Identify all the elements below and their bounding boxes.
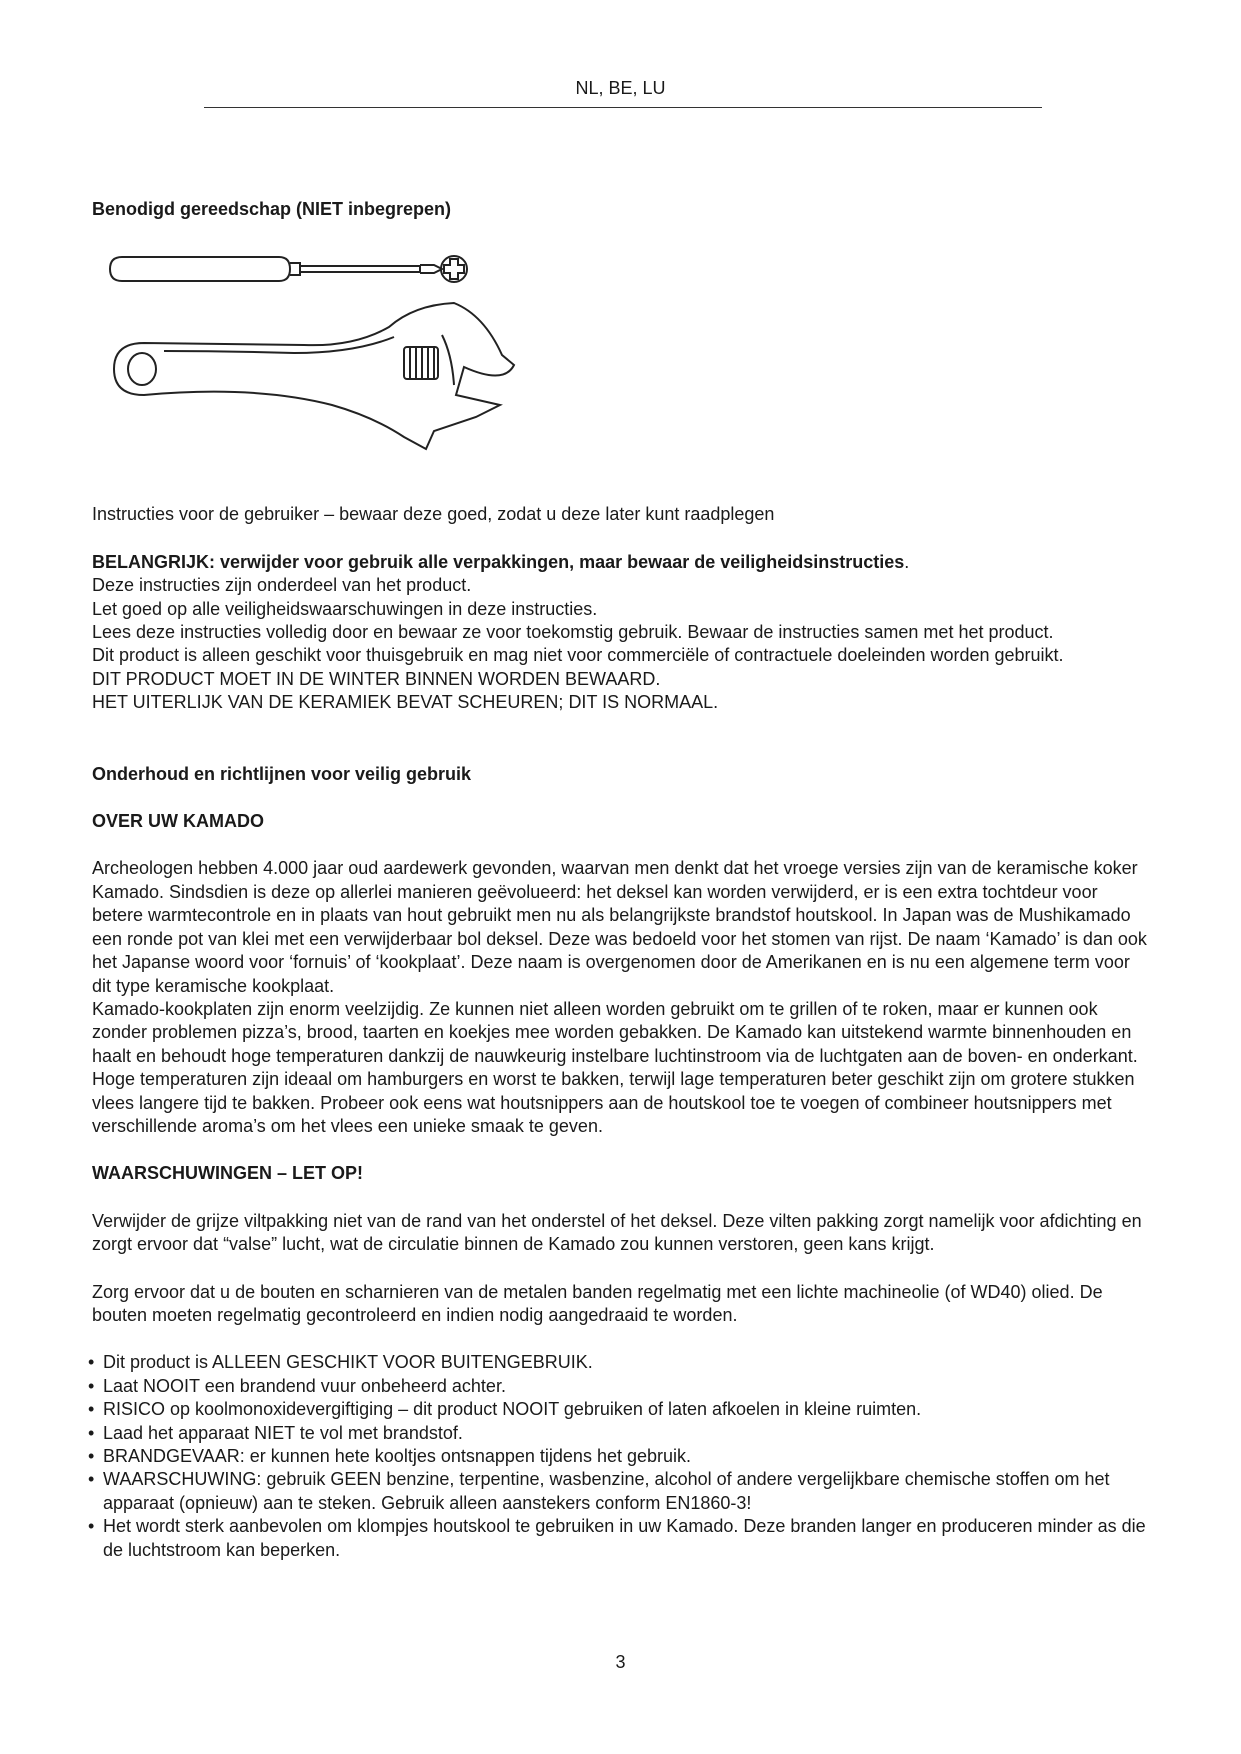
about-kamado-text-2: Kamado-kookplaten zijn enorm veelzijdig. Ze kunnen niet alleen worden gebruikt om te grillen of te roken, maar er kunnen ook zonder problemen pizza’s, brood, taarten en koekjes mee worden gebakken. De Kamado kan uitstekend warmte binnenhouden en haalt en behoudt hoge temperaturen dankzij de nauwkeurig instelbare luchtinstroom via de luchtgaten aan de boven- en onderkant. Hoge temperaturen zijn ideaal om hamburgers en worst te bakken, terwijl lage temperaturen beter geschikt zijn om grotere stukken vlees langere tijd te bakken. Probeer ook eens wat houtsnippers aan de houtskool toe te voegen of combineer houtsnippers met verschillende aroma’s om het vlees een unieke smaak te geven. [92,998,1138,1136]
page-number: 3 [615,1652,626,1672]
page-header-region: NL, BE, LU [575,78,666,98]
user-instructions-line: Instructies voor de gebruiker – bewaar deze goed, zodat u deze later kunt raadplegen [92,504,775,525]
warning-bullet: • WAARSCHUWING: gebruik GEEN benzine, terpentine, wasbenzine, alcohol of andere vergelijkbare chemische stoffen om het apparaat (opnieuw) aan te steken. Gebruik alleen aanstekers conform EN1860-3! [92,1468,1152,1515]
intro-line-2: Let goed op alle veiligheidswaarschuwingen in deze instructies. [92,598,598,619]
header-rule [204,107,1042,108]
warning-bullet: • Laad het apparaat NIET te vol met brandstof. [92,1422,1152,1445]
warning-bullet: • RISICO op koolmonoxidevergiftiging – dit product NOOIT gebruiken of laten afkoelen in kleine ruimten. [92,1398,1152,1421]
important-notice [92,551,1152,574]
warnings-paragraph-1: Verwijder de grijze viltpakking niet van de rand van het onderstel of het deksel. Deze vilten pakking zorgt namelijk voor afdichting en zorgt ervoor dat “valse” lucht, wat de circulatie binnen de Kamado zou kunnen verstoren, geen kans krijgt. [92,1210,1142,1255]
tools-section-title: Benodigd gereedschap (NIET inbegrepen) [92,199,452,219]
page-content [92,198,1152,1562]
intro-line-5: DIT PRODUCT MOET IN DE WINTER BINNEN WORDEN BEWAARD. [92,668,661,689]
important-notice-tail: . [904,551,910,572]
intro-line-3: Lees deze instructies volledig door en bewaar ze voor toekomstig gebruik. Bewaar de instructies samen met het product. [92,622,1054,643]
warning-bullet: • Het wordt sterk aanbevolen om klompjes houtskool te gebruiken in uw Kamado. Deze branden langer en produceren minder as die de luchtstroom kan beperken. [92,1515,1152,1562]
adjustable-wrench-icon [114,303,514,449]
intro-line-4: Dit product is alleen geschikt voor thuisgebruik en mag niet voor commerciële of contractuele doeleinden worden gebruikt. [92,645,1064,666]
warning-bullet: • Dit product is ALLEEN GESCHIKT VOOR BUITENGEBRUIK. [92,1351,1152,1374]
tools-illustration [92,235,1152,475]
maintenance-title: Onderhoud en richtlijnen voor veilig gebruik [92,763,472,784]
intro-line-1: Deze instructies zijn onderdeel van het product. [92,575,472,596]
about-kamado-text: Archeologen hebben 4.000 jaar oud aardewerk gevonden, waarvan men denkt dat het vroege versies zijn van de keramische koker Kamado. Sindsdien is deze op allerlei manieren geëvolueerd: het deksel kan worden verwijderd, er is een extra tochtdeur voor betere warmtecontrole en in plaats van hout gebruikt men nu als belangrijkste brandstof houtskool. In Japan was de Mushikamado een ronde pot van klei met een verwijderbaar bol deksel. Deze was bedoeld voor het stomen van rijst. De naam ‘Kamado’ is dan ook het Japanse woord voor ‘fornuis’ of ‘kookplaat’. Deze naam is overgenomen door de Amerikanen en is nu een algemene term voor dit type keramische kookplaat. [92,858,1147,996]
intro-line-6: HET UITERLIJK VAN DE KERAMIEK BEVAT SCHEUREN; DIT IS NORMAAL. [92,692,719,713]
about-kamado-title: OVER UW KAMADO [92,811,264,832]
warnings-title: WAARSCHUWINGEN – LET OP! [92,1163,364,1184]
important-notice-bold: BELANGRIJK: verwijder voor gebruik alle verpakkingen, maar bewaar de veiligheidsinstructies [92,551,905,572]
warnings-bullet-list [92,1351,1152,1562]
screwdriver-icon [110,256,467,282]
warning-bullet: • Laat NOOIT een brandend vuur onbeheerd achter. [92,1375,1152,1398]
warning-bullet: • BRANDGEVAAR: er kunnen hete kooltjes ontsnappen tijdens het gebruik. [92,1445,1152,1468]
tools-drawing [104,235,524,465]
warnings-paragraph-2: Zorg ervoor dat u de bouten en scharnieren van de metalen banden regelmatig met een lichte machineolie (of WD40) olied. De bouten moeten regelmatig gecontroleerd en indien nodig aangedraaid te worden. [92,1281,1103,1325]
